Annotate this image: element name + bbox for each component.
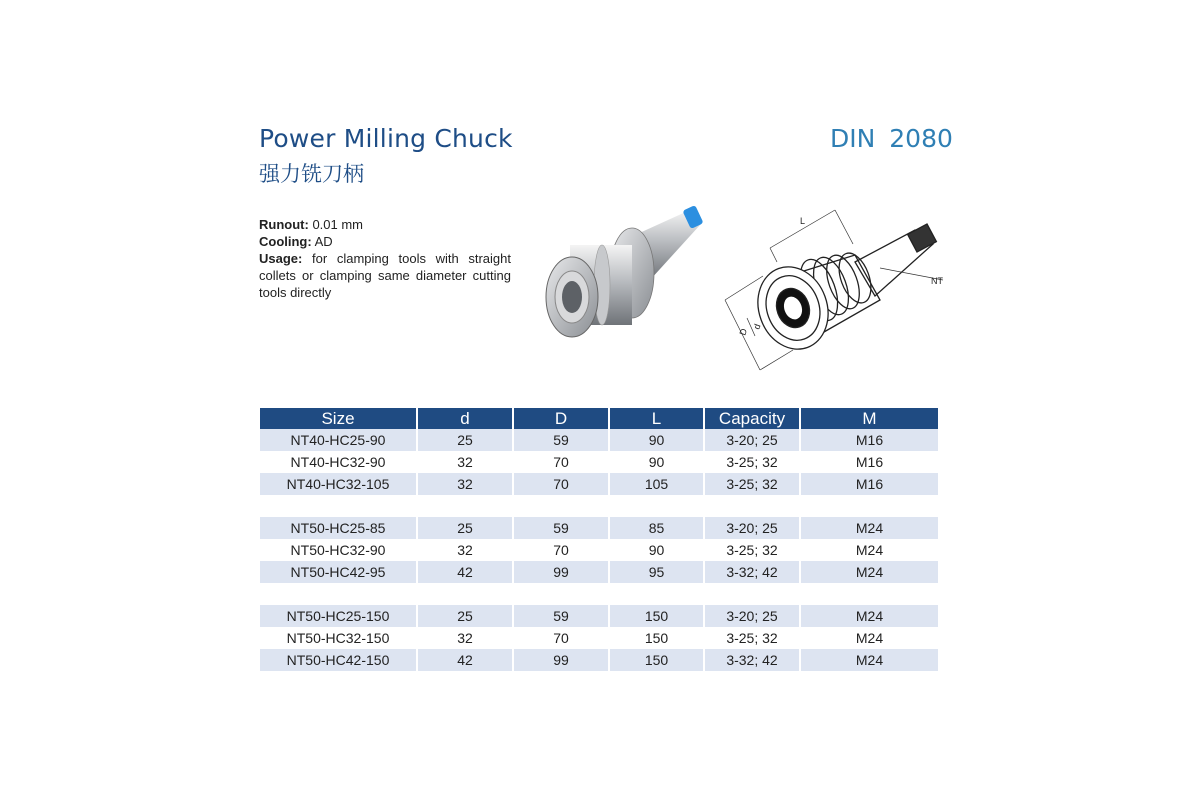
cooling-line <box>259 233 511 250</box>
table-cell: 3-20; 25 <box>704 605 800 627</box>
runout-label: Runout: <box>259 217 309 232</box>
runout-line <box>259 216 511 233</box>
table-cell: M24 <box>800 561 938 583</box>
table-row <box>260 517 938 539</box>
table-cell: 95 <box>609 561 704 583</box>
table-cell: 59 <box>513 517 609 539</box>
table-cell: 70 <box>513 539 609 561</box>
table-cell: 59 <box>513 605 609 627</box>
table-header-row <box>260 408 938 429</box>
drawing-label-D: D <box>737 327 750 337</box>
column-header: d <box>417 408 513 429</box>
usage-value: for clamping tools with straight collets or clamping same diameter cutting tools directly <box>259 251 511 300</box>
table-cell: 3-25; 32 <box>704 539 800 561</box>
table-cell: 99 <box>513 649 609 671</box>
table-cell: 150 <box>609 627 704 649</box>
table-cell: 3-20; 25 <box>704 517 800 539</box>
product-title: Power Milling Chuck <box>259 124 513 153</box>
spec-list <box>259 216 511 301</box>
runout-value: 0.01 mm <box>312 217 364 232</box>
table-cell: 150 <box>609 605 704 627</box>
table-cell: NT50-HC42-150 <box>260 649 417 671</box>
table-row <box>260 561 938 583</box>
column-header: L <box>609 408 704 429</box>
spec-table <box>260 408 938 671</box>
table-cell: 3-25; 32 <box>704 451 800 473</box>
table-cell: 32 <box>417 451 513 473</box>
table-cell: NT40-HC32-105 <box>260 473 417 495</box>
table-cell: M24 <box>800 517 938 539</box>
standard-label: DIN 2080 <box>830 124 953 153</box>
table-cell: 25 <box>417 429 513 451</box>
table-cell: 3-32; 42 <box>704 649 800 671</box>
table-cell: 32 <box>417 627 513 649</box>
table-cell: 90 <box>609 429 704 451</box>
table-cell: M16 <box>855 454 884 470</box>
column-header: D <box>513 408 609 429</box>
table-cell: M24 <box>800 649 938 671</box>
usage-label: Usage: <box>259 251 303 266</box>
table-cell: 90 <box>609 451 704 473</box>
table-cell: 3-25; 32 <box>704 627 800 649</box>
table-cell: 70 <box>513 627 609 649</box>
table-cell: M16 <box>800 473 938 495</box>
table-row <box>260 627 938 649</box>
table-cell: 32 <box>417 473 513 495</box>
table-cell: 42 <box>417 561 513 583</box>
table-cell: 70 <box>513 473 609 495</box>
table-cell: 3-32; 42 <box>704 561 800 583</box>
table-row <box>260 605 938 627</box>
table-row <box>260 451 938 473</box>
table-cell: M24 <box>855 542 884 558</box>
product-photo <box>540 205 705 355</box>
table-cell: NT50-HC25-150 <box>260 605 417 627</box>
usage-line <box>259 250 511 301</box>
column-header: M <box>800 408 938 429</box>
table-row <box>260 473 938 495</box>
table-cell: 99 <box>513 561 609 583</box>
drawing-label-NT: NT <box>931 276 943 286</box>
table-cell: 32 <box>417 539 513 561</box>
drawing-label-d: d <box>751 322 763 331</box>
table-cell: NT50-HC32-90 <box>260 539 417 561</box>
table-cell: 3-25; 32 <box>704 473 800 495</box>
table-cell: NT50-HC32-150 <box>260 627 417 649</box>
table-cell: M24 <box>855 630 884 646</box>
table-cell: 85 <box>609 517 704 539</box>
table-cell: 150 <box>609 649 704 671</box>
table-cell: 59 <box>513 429 609 451</box>
table-cell: NT40-HC32-90 <box>260 451 417 473</box>
drawing-label-L: L <box>800 216 806 226</box>
table-row <box>260 649 938 671</box>
column-header: Capacity <box>704 408 800 429</box>
table-row <box>260 539 938 561</box>
table-cell: NT50-HC25-85 <box>260 517 417 539</box>
table-cell: NT40-HC25-90 <box>260 429 417 451</box>
table-cell: 3-20; 25 <box>704 429 800 451</box>
table-cell: M24 <box>800 605 938 627</box>
table-cell: 25 <box>417 517 513 539</box>
table-cell: 70 <box>513 451 609 473</box>
table-cell: NT50-HC42-95 <box>260 561 417 583</box>
cooling-label: Cooling: <box>259 234 312 249</box>
table-spacer-row <box>260 495 938 517</box>
technical-drawing <box>715 200 955 385</box>
column-header: Size <box>260 408 417 429</box>
table-cell: 90 <box>609 539 704 561</box>
table-row <box>260 429 938 451</box>
table-cell: 105 <box>609 473 704 495</box>
table-cell: M16 <box>800 429 938 451</box>
table-cell: 25 <box>417 605 513 627</box>
table-cell: 42 <box>417 649 513 671</box>
table-spacer-row <box>260 583 938 605</box>
product-title-chinese: 强力铣刀柄 <box>259 162 364 186</box>
cooling-value: AD <box>314 234 333 249</box>
